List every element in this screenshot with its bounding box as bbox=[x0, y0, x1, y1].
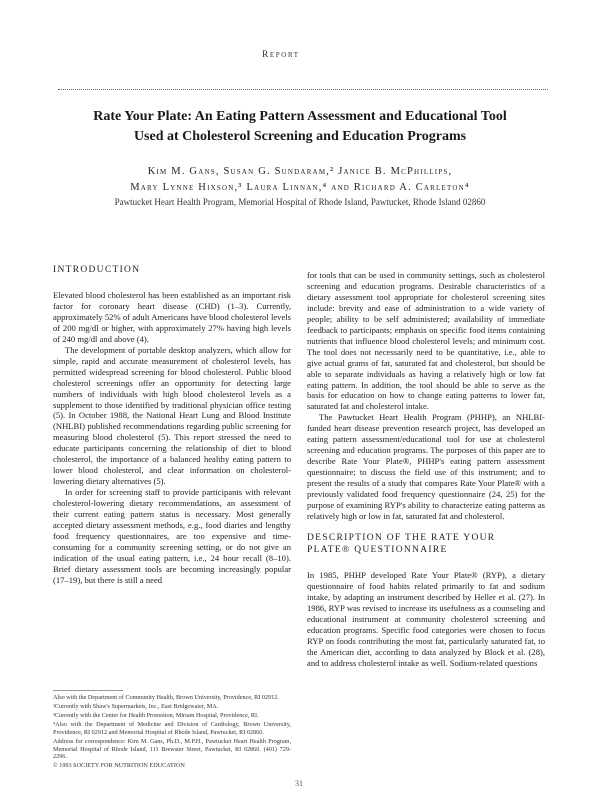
title-line-1: Rate Your Plate: An Eating Pattern Assessment and Educational Tool bbox=[93, 109, 507, 124]
intro-paragraph-3: In order for screening staff to provide participants with relevant cholesterol-lowering dietary recommendations, an assessment of their current eating pattern status is necessary. Most generally accepted dietary assessment methods, e.g., food diaries and lengthy food frequency questionnaires, are too expensive and time-consuming for a community screening setting, or do not give an indication of the usual eating pattern, i.e., 24 hour recall (8–10). Brief dietary assessment tools are becoming increasingly popular (17–19), but there is still a need bbox=[53, 487, 291, 585]
section-heading-description bbox=[307, 532, 545, 556]
left-column bbox=[53, 265, 291, 586]
running-head: Report bbox=[262, 50, 300, 60]
footnote-1: Also with the Department of Community Health, Brown University, Providence, RI 02912. bbox=[53, 694, 279, 701]
affiliation: Pawtucket Heart Health Program, Memorial Hospital of Rhode Island, Pawtucket, Rhode Island 02860 bbox=[114, 197, 486, 207]
footnote-5: Address for correspondence: Kim M. Gans, Ph.D., M.P.H., Pawtucket Heart Health Program, Memorial Hospital of Rhode Island, 111 Brewster Street, Pawtucket, RI 02860. (401) 729-2296. bbox=[53, 737, 291, 761]
article-title bbox=[60, 107, 540, 147]
author-list bbox=[60, 164, 540, 196]
authors-line-1: Kim M. Gans, Susan G. Sundaram,² Janice B. McPhillips, bbox=[147, 166, 453, 177]
header-rule bbox=[58, 89, 548, 90]
intro-paragraph-5: The Pawtucket Heart Health Program (PHHP), an NHLBI-funded heart disease prevention research project, has developed an eating pattern assessment/educational tool for use at cholesterol screening and education programs. The purposes of this paper are to describe Rate Your Plate®, PHHP's eating pattern assessment questionnaire; to discuss the field use of this instrument; and to present the results of a study that compares Rate Your Plate® with a previously validated food frequency questionnaire (24, 25) for the purpose of examining RYP's ability to characterize eating patterns as relatively high or low in fat, saturated fat and cholesterol. bbox=[307, 412, 545, 521]
footnote-rule bbox=[53, 690, 123, 691]
authors-line-2: Mary Lynne Hixson,³ Laura Linnan,⁴ and Richard A. Carleton⁴ bbox=[130, 182, 470, 193]
footnote-3: ³Currently with the Center for Health Promotion, Miriam Hospital, Providence, RI. bbox=[53, 712, 259, 720]
description-paragraph-1: In 1985, PHHP developed Rate Your Plate® (RYP), a dietary questionnaire of food habits related primarily to fat and sodium intake, by adapting an instrument described by Heller et al. (27). In 1986, RYP was revised to increase its usefulness as a counseling and educational instrument at community cholesterol screening and education programs. Specific food categories were chosen to focus RYP on foods contributing the most fat, particularly saturated fat, to the American diet, according to data analyzed by Block et al. (28), and to address cholesterol intake as well. Sodium-related questions bbox=[307, 569, 545, 668]
title-line-2: Used at Cholesterol Screening and Education Programs bbox=[133, 129, 467, 144]
right-column bbox=[307, 270, 545, 669]
section-heading-line-2: PLATE® QUESTIONNAIRE bbox=[307, 544, 448, 555]
intro-paragraph-2: The development of portable desktop analyzers, which allow for simple, rapid and accurate measurement of cholesterol levels, has permitted widespread screening for blood cholesterol. Public blood cholesterol screenings offer an opportunity for detecting large numbers of individuals with high blood cholesterol levels as a supplement to those identified by traditional physician office testing (5). In October 1988, the National Heart Lung and Blood Institute (NHLBI) published recommendations regarding public screening for measuring blood cholesterol (5). This report stressed the need to educate participants concerning the relationship of diet to blood cholesterol, the importance of a balanced healthy eating pattern to lower blood cholesterol, and clear information on cholesterol-lowering dietary alternatives (5). bbox=[53, 344, 291, 487]
footnote-2: ²Currently with Shaw's Supermarkets, Inc., East Bridgewater, MA. bbox=[53, 703, 219, 711]
section-heading-introduction: INTRODUCTION bbox=[53, 265, 141, 275]
page-number: 31 bbox=[295, 779, 303, 788]
copyright-notice: © 1993 SOCIETY FOR NUTRITION EDUCATION bbox=[53, 762, 185, 770]
intro-paragraph-1: Elevated blood cholesterol has been established as an important risk factor for coronary heart disease (CHD) (1–3). Currently, approximately 52% of adult Americans have blood cholesterol levels of 200 mg/dl or higher, with approximately 27% having high levels of 240 mg/dl and above (4). bbox=[53, 290, 291, 344]
section-heading-line-1: DESCRIPTION OF THE RATE YOUR bbox=[307, 532, 496, 543]
footnotes bbox=[53, 690, 291, 771]
footnote-4: ⁴Also with the Department of Medicine and Division of Cardiology, Brown University, Providence, RI 02912 and Memorial Hospital of Rhode Island, Pawtucket, RI 02860. bbox=[53, 721, 291, 736]
intro-paragraph-4: for tools that can be used in community settings, such as cholesterol screening and education programs. Desirable characteristics of a dietary assessment tool appropriate for cholesterol screening sites include: brevity and ease of administration to a wide variety of people; ability to be self administered; availability of immediate feedback to participants; emphasis on specific food items containing nutrients that influence blood cholesterol levels; and minimum cost. The tool does not necessarily need to be quantitative, i.e., able to give actual grams of fat, saturated fat and cholesterol, but should be able to separate individuals as having a relatively high or low fat eating pattern. In addition, the tool should be able to serve as the basis for education on how to change eating patterns to lower fat, saturated fat and cholesterol intake. bbox=[307, 270, 545, 412]
